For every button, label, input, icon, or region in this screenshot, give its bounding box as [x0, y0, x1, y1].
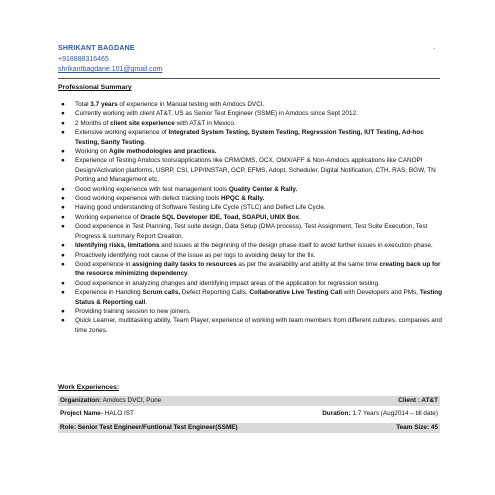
email-link[interactable]: shrikantbagdane.101@gmail.com — [58, 66, 163, 73]
summary-item — [58, 156, 448, 184]
bullet-icon: ● — [61, 195, 65, 203]
bullet-icon: ● — [61, 251, 65, 259]
summary-emphasis: Scrum calls, — [142, 289, 181, 297]
team-size-value: Team Size: 45 — [396, 424, 438, 431]
work-experience-heading: Work Experiences: — [58, 384, 120, 391]
summary-text: Experience in Handling — [75, 289, 143, 297]
summary-item — [58, 119, 448, 128]
summary-text: Good working experience with defect tracking tools — [75, 195, 221, 203]
summary-text: 2 Months of — [75, 119, 111, 127]
organization-row — [58, 396, 440, 406]
summary-item — [58, 260, 448, 279]
summary-emphasis: Quality Center & Rally. — [228, 185, 298, 193]
bullet-icon: ● — [61, 260, 65, 268]
summary-text: Proactively identifying root cause of the issue as per logs to avoiding delay for the fix. — [75, 251, 316, 259]
summary-item — [58, 213, 448, 222]
bullet-icon: ● — [61, 185, 65, 193]
bullet-icon: ● — [61, 148, 65, 156]
phone-number: +918888316465 — [58, 55, 109, 63]
summary-text: Working on — [75, 148, 109, 156]
summary-text: Currently working with client AT&T, US as Senior Test Engineer (SSME) in Amdocs since Sept 2012. — [75, 110, 358, 118]
summary-emphasis: 3.7 years — [90, 101, 118, 108]
summary-emphasis: assigning daily tasks to resources — [132, 260, 237, 268]
header-divider — [58, 78, 440, 79]
summary-item — [58, 251, 448, 260]
bullet-icon: ● — [61, 242, 65, 250]
summary-emphasis: HPQC & Rally. — [221, 195, 265, 203]
summary-item — [58, 147, 448, 156]
organization-value: Amdocs DVCI, Pune — [101, 397, 162, 404]
summary-item — [58, 316, 448, 335]
summary-emphasis: Integrated System Testing, System Testing, Regression Testing, IUT Testing, Ad-hoc Testing, Sanity Testing — [75, 129, 424, 146]
project-cell — [60, 409, 134, 419]
summary-text: Providing training session to new joiners. — [75, 307, 191, 315]
summary-item — [58, 288, 448, 307]
bullet-icon: ● — [61, 129, 65, 137]
contact-header — [58, 44, 162, 76]
role-row — [58, 423, 440, 433]
summary-text: . — [187, 270, 190, 278]
summary-text: . — [145, 298, 148, 306]
summary-text: Good experience in — [75, 260, 133, 268]
project-value: - HALO IST — [100, 410, 134, 417]
bullet-icon: ● — [61, 119, 65, 127]
summary-text: . — [299, 213, 301, 221]
summary-text: Total — [75, 101, 91, 108]
project-row — [58, 409, 440, 419]
summary-emphasis: creating back up for the resource minimizing dependency — [75, 260, 441, 278]
summary-emphasis: client site experience — [110, 119, 175, 127]
summary-text: of experience in Manual testing with Amdocs DVCI. — [117, 101, 265, 108]
summary-text: Good experience in analyzing changes and identifying impact areas of the application for regression testing. — [75, 279, 380, 287]
summary-text: Having good understanding of Software Testing Life Cycle (STLC) and Defect Life Cycle. — [75, 204, 326, 212]
speck — [434, 48, 435, 49]
client-value: Client : AT&T — [398, 397, 438, 404]
bullet-icon: ● — [61, 289, 65, 297]
summary-emphasis: Oracle SQL Developer IDE, Toad, SOAPUI, UNIX Box — [140, 213, 300, 221]
summary-item — [58, 279, 448, 288]
summary-emphasis: Agile methodologies and practices. — [108, 148, 217, 156]
summary-text: as per the availability and ability at the same time — [236, 260, 380, 268]
summary-text: Defect Reporting Calls, — [180, 289, 250, 297]
summary-text: Quick Learner, multitasking ability, Team Player, experience of working with team members from different cultures, companies and time zones. — [75, 317, 442, 334]
bullet-icon: ● — [61, 157, 65, 165]
role-value: Role: Senior Test Engineer/Funtional Test Engineer(SSME) — [60, 424, 238, 431]
summary-list — [58, 100, 448, 335]
summary-text: Experience of Testing Amdocs tools/applications like CRM/OMS, OCX, OMX/AFF & Non-Amdocs applications like CANOPI Design/Activation platforms, USRP, CSI, LPP/INSTAR, GCP, EFMS, Adopt, Scheduler, Digital Notification, CTH, RAS, BGW, TN Porting and Management etc. — [75, 157, 436, 184]
candidate-name: SHRIKANT BAGDANE — [58, 45, 135, 52]
duration-label: Duration: — [322, 410, 351, 417]
summary-text: Good experience in Test Planning, Test suite design, Data Setup (DMA process), Test Assignment, Test Suite Execution, Test Progress & summary Report Creation. — [75, 223, 428, 240]
bullet-icon: ● — [61, 110, 65, 118]
duration-cell — [322, 409, 438, 419]
summary-text: Working experience of — [75, 213, 141, 221]
summary-item — [58, 241, 448, 250]
summary-text: Good working experience with test management tools — [75, 185, 229, 193]
summary-text: with AT&T in Mexico. — [174, 119, 236, 127]
summary-item — [58, 128, 448, 147]
summary-item — [58, 307, 448, 316]
summary-item — [58, 194, 448, 203]
summary-text: and issues at the beginning of the design phase itself to avoid further issues in execution phase. — [159, 242, 433, 250]
professional-summary-heading: Professional Summary — [58, 84, 132, 91]
summary-emphasis: Collaborative Live Testing Call — [249, 289, 342, 297]
summary-item — [58, 185, 448, 194]
bullet-icon: ● — [61, 279, 65, 287]
summary-item — [58, 222, 448, 241]
summary-item — [58, 203, 448, 212]
summary-text: with Developers and PMs, — [342, 289, 420, 297]
summary-text: Extensive working experience of — [75, 129, 169, 137]
project-label: Project Name — [60, 410, 101, 417]
bullet-icon: ● — [61, 213, 65, 221]
organization-cell — [60, 396, 161, 406]
bullet-icon: ● — [61, 307, 65, 315]
summary-emphasis: Identifying risks, limitations — [75, 242, 160, 250]
bullet-icon: ● — [61, 204, 65, 212]
bullet-icon: ● — [61, 317, 65, 325]
summary-text: . — [144, 138, 146, 146]
summary-item — [58, 100, 448, 109]
summary-item — [58, 109, 448, 118]
summary-emphasis: Testing Status & Reporting call — [75, 289, 443, 306]
organization-label: Organization: — [60, 397, 102, 404]
duration-value: 1.7 Years (Aug2014 – till date) — [350, 410, 438, 417]
bullet-icon: ● — [61, 223, 65, 231]
bullet-icon: ● — [61, 101, 65, 108]
